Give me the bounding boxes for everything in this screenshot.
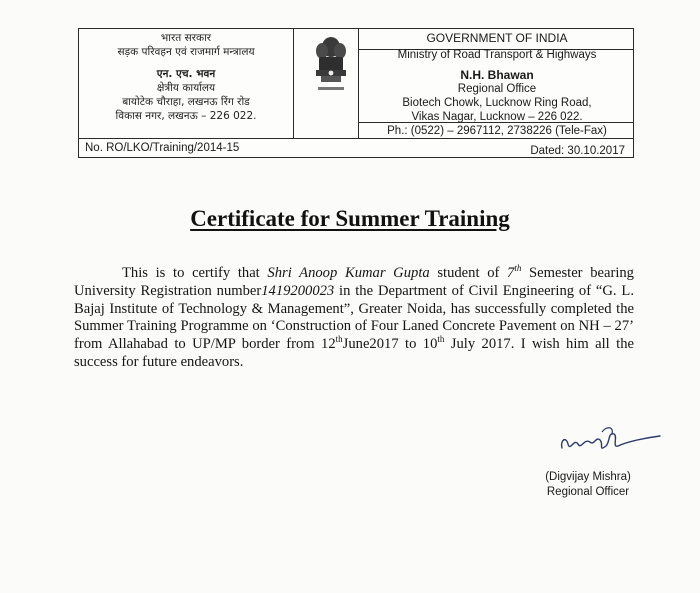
hindi-bhawan: एन. एच. भवन	[156, 68, 216, 80]
hindi-address-line1: बायोटेक चौराहा, लखनऊ रिंग रोड	[122, 96, 250, 108]
eng-ministry: Ministry of Road Transport & Highways	[397, 49, 597, 61]
body-text-4: in the Department of Civil Engineering of “G. L. Bajaj Institute of Technology & Management”, Greater Noida, has successfully completed the Summer Training Programme on ‘Construction of Four Laned Concrete Pavement on NH – 27’ from Allahabad to UP/MP border from 12	[74, 282, 634, 353]
signatory-name: (Digvijay Mishra)	[545, 471, 631, 483]
signatory-designation: Regional Officer	[546, 486, 630, 498]
english-address	[361, 31, 633, 124]
body-text-6: July 2017. I wish him all the success for future endeavors.	[74, 336, 634, 370]
signatory-block	[528, 470, 648, 500]
letterhead-divider-left	[293, 29, 294, 139]
eng-address-line2: Vikas Nagar, Lucknow – 226 022.	[411, 111, 583, 123]
letterhead	[78, 28, 634, 158]
student-name: Shri Anoop Kumar Gupta	[267, 265, 430, 281]
letterhead-rule-bottom	[79, 138, 633, 139]
body-text-5: June2017 to 10	[342, 336, 438, 353]
hindi-address	[79, 31, 293, 123]
state-emblem-icon	[309, 33, 353, 97]
hindi-govt: भारत सरकार	[160, 32, 212, 44]
body-text-3: Semester bearing University Registration number	[74, 265, 634, 299]
signature-image	[548, 418, 668, 466]
date-end-suffix: th	[437, 334, 445, 345]
hindi-address-line2: विकास नगर, लखनऊ – 226 022.	[115, 110, 257, 122]
hindi-ministry: सड़क परिवहन एवं राजमार्ग मन्त्रालय	[117, 46, 255, 58]
body-text-1: This is to certify that	[122, 265, 268, 281]
phone-line: Ph.: (0522) – 2967112, 2738226 (Tele-Fax)	[387, 125, 607, 137]
certificate-body	[74, 265, 634, 372]
date-start-suffix: th	[335, 334, 343, 345]
semester-suffix: th	[514, 263, 522, 274]
eng-govt: GOVERNMENT OF INDIA	[426, 31, 568, 45]
eng-regional-office: Regional Office	[457, 83, 537, 95]
date-line: Dated: 30.10.2017	[530, 145, 625, 157]
eng-address-line1: Biotech Chowk, Lucknow Ring Road,	[402, 97, 592, 109]
eng-bhawan: N.H. Bhawan	[460, 68, 534, 82]
registration-number: 1419200023	[261, 282, 335, 299]
hindi-regional-office: क्षेत्रीय कार्यालय	[156, 82, 216, 94]
body-text-2: student of	[429, 265, 508, 281]
page-title: Certificate for Summer Training	[190, 206, 510, 231]
semester-number: 7	[507, 265, 515, 281]
reference-number: No. RO/LKO/Training/2014-15	[85, 142, 240, 154]
